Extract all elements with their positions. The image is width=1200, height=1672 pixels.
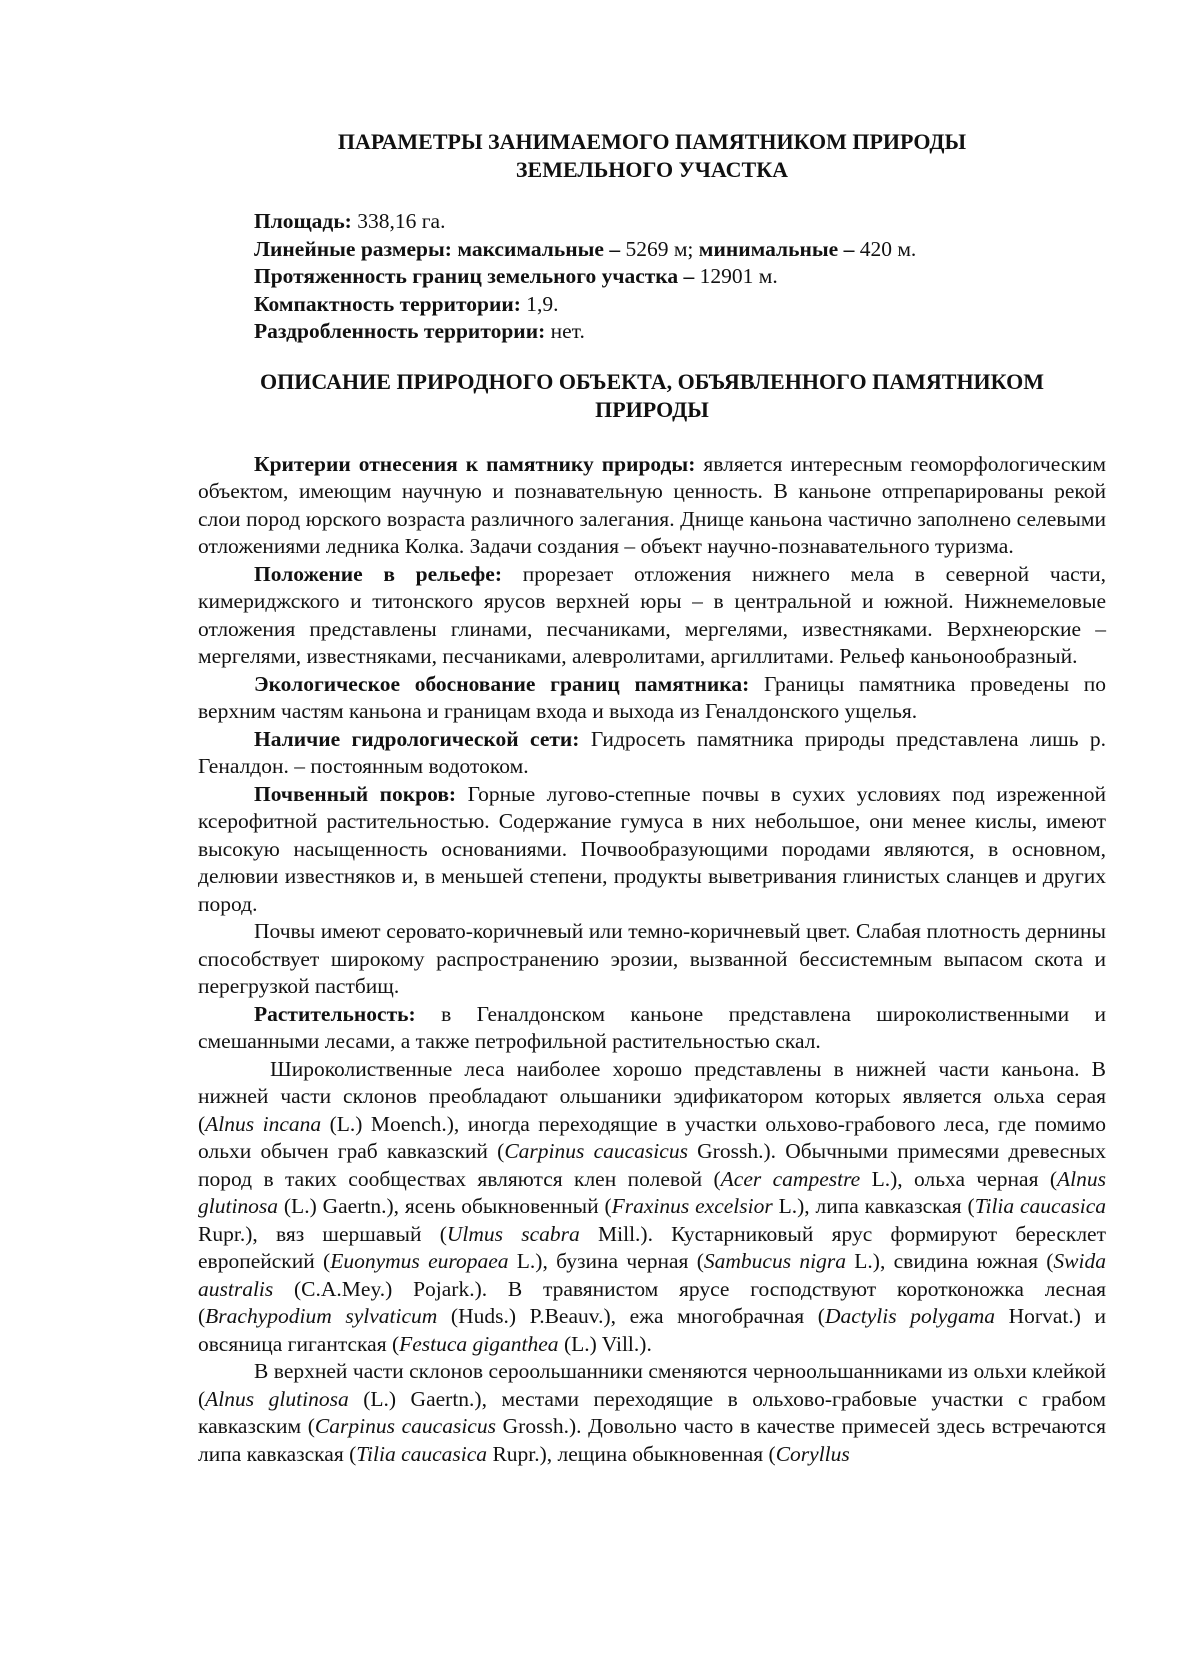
species-name: Acer campestre — [720, 1166, 861, 1191]
paragraph-label: Растительность: — [254, 1001, 416, 1026]
paragraph-label: Положение в рельефе: — [254, 561, 503, 586]
param-label: Компактность территории: — [254, 291, 521, 316]
paragraph-text: L.), свидина южная ( — [845, 1249, 1054, 1273]
paragraph-text: прорезает отложения нижнего мела в северной части, кимериджского и титонского ярусов верхней юры – в центральной и южной. Нижнемеловые отложения представлены глинами, песчаниками, мергелями, известняками. Верхнеюрские – мергелями, известняками, песчаниками, алевролитами, аргиллитами. Рельеф каньонообразный. — [198, 561, 1107, 668]
species-name: Dactylis polygama — [824, 1304, 996, 1328]
species-name: Carpinus caucasicus — [314, 1414, 496, 1438]
description-body — [198, 451, 1106, 1469]
param-boundary-length — [254, 263, 1106, 291]
paragraph-soil — [198, 781, 1106, 919]
species-name: Tilia caucasica — [356, 1441, 488, 1466]
param-fragmentation — [254, 318, 1106, 346]
param-value: 338,16 га. — [351, 209, 446, 233]
param-compactness — [254, 291, 1106, 319]
paragraph-text: Grossh.). Довольно часто в качестве примесей здесь встречаются липа кавказская ( — [198, 1414, 1106, 1466]
paragraph-text: Mill.). Кустарниковый ярус формируют бересклет европейский ( — [198, 1221, 1106, 1273]
species-name: Tilia caucasica — [974, 1194, 1106, 1218]
param-value: 12901 м. — [694, 264, 778, 288]
species-name: Alnus glutinosa — [198, 1166, 1106, 1218]
paragraph-text: Широколиственные леса наиболее хорошо представлены в нижней части каньона. В нижней части склонов преобладают ольшаники эдификатором которых является ольха серая ( — [198, 1056, 1106, 1136]
species-name: Brachypodium sylvaticum — [205, 1304, 438, 1328]
document-page — [198, 128, 1106, 1468]
paragraph-text: (L.) Vill.). — [558, 1331, 652, 1356]
param-value: 1,9. — [520, 291, 559, 316]
param-value: нет. — [545, 319, 585, 343]
paragraph-upper-slopes — [198, 1358, 1106, 1468]
paragraph-text: (L.) Gaertn.), местами переходящие в ольховo-грабовые участки с грабом кавказским ( — [198, 1386, 1106, 1438]
heading-line: ПАРАМЕТРЫ ЗАНИМАЕМОГО ПАМЯТНИКОМ ПРИРОДЫ — [337, 129, 967, 154]
section-heading-parameters — [198, 128, 1106, 184]
parameters-list — [254, 208, 1106, 346]
species-name: Festuca giganthea — [399, 1331, 559, 1356]
paragraph-text: (Huds.) P.Beauv.), ежа многобрачная ( — [437, 1304, 825, 1328]
paragraph-label: Критерии отнесения к памятнику природы: — [254, 451, 696, 476]
heading-line: ОПИСАНИЕ ПРИРОДНОГО ОБЪЕКТА, ОБЪЯВЛЕННОГО ПАМЯТНИКОМ — [260, 368, 1044, 394]
paragraph-text: Почвы имеют серовато-коричневый или темно-коричневый цвет. Слабая плотность дернины способствует широкому распространению эрозии, вызванной бессистемным выпасом скота и перегрузкой пастбищ. — [198, 919, 1106, 998]
species-name: Alnus glutinosa — [205, 1386, 349, 1411]
paragraph-text: Rupr.), лещина обыкновенная ( — [487, 1441, 776, 1466]
paragraph-relief — [198, 561, 1106, 671]
species-name: Alnus incana — [205, 1111, 322, 1136]
paragraph-text: L.), бузина черная ( — [508, 1249, 704, 1273]
species-name: Carpinus caucasicus — [504, 1139, 688, 1163]
paragraph-text: Горные лугово-степные почвы в сухих условиях под изреженной ксерофитной растительностью. Содержание гумуса в них небольшое, они менее кислы, имеют высокую насыщенность основаниями. Почвообразующими породами являются, в основном, делювии известняков и, в меньшей степени, продукты выветривания глинистых сланцев и других пород. — [198, 781, 1106, 916]
paragraph-hydrology — [198, 726, 1106, 781]
paragraph-text: (L.) Moench.), иногда переходящие в участки ольхово-грабового леса, где помимо ольхи обычен граб кавказский ( — [198, 1111, 1106, 1163]
species-name: Ulmus scabra — [446, 1221, 580, 1246]
paragraph-text: L.), ольха черная ( — [860, 1166, 1058, 1191]
paragraph-text: Rupr.), вяз шершавый ( — [198, 1221, 447, 1246]
paragraph-text: (C.A.Mey.) Pojark.). В травянистом ярусе господствуют коротконожка лесная ( — [198, 1276, 1106, 1328]
paragraph-text: L.), липа кавказская ( — [772, 1194, 975, 1218]
param-label: Протяженность границ земельного участка – — [254, 264, 695, 288]
param-label: Линейные размеры: максимальные – — [254, 236, 621, 261]
paragraph-text: в Геналдонском каньоне представлена широколиственными и смешанными лесами, а также петрофильной растительностью скал. — [198, 1001, 1106, 1053]
param-area — [254, 208, 1106, 236]
paragraph-text: В верхней части склонов сероольшанники сменяются черноольшанниками из ольхи клейкой ( — [198, 1359, 1106, 1411]
species-name: Fraxinus excelsior — [611, 1194, 773, 1218]
paragraph-soil-color — [198, 918, 1106, 1001]
paragraph-text: является интересным геоморфологическим объектом, имеющим научную и познавательную ценность. В каньоне отпрепарированы рекой слои пород юрского возраста различного залегания. Днище каньона частично заполнено селевыми отложениями ледника Колка. Задачи создания – объект научно-познавательного туризма. — [198, 451, 1106, 558]
species-name: Sambucus nigra — [703, 1249, 846, 1273]
param-label: минимальные – — [698, 236, 855, 261]
species-name: Euonymus europaea — [330, 1249, 509, 1273]
param-value: 420 м. — [854, 236, 917, 261]
species-name: Coryllus — [775, 1441, 850, 1466]
param-label: Раздробленность территории: — [254, 319, 546, 343]
paragraph-ecological-boundaries — [198, 671, 1106, 726]
param-label: Площадь: — [254, 209, 352, 233]
species-name: Swida australis — [198, 1249, 1106, 1301]
paragraph-text: Horvat.) и овсяница гигантская ( — [198, 1304, 1106, 1356]
paragraph-text: Гидросеть памятника природы представлена лишь р. Геналдон. – постоянным водотоком. — [198, 726, 1106, 778]
heading-line: ПРИРОДЫ — [595, 396, 709, 422]
param-linear-size — [254, 236, 1106, 264]
param-value: 5269 м; — [620, 236, 699, 261]
paragraph-label: Наличие гидрологической сети: — [254, 726, 580, 751]
paragraph-label: Экологическое обоснование границ памятника: — [254, 671, 750, 696]
heading-line: ЗЕМЕЛЬНОГО УЧАСТКА — [515, 157, 789, 182]
paragraph-criteria — [198, 451, 1106, 561]
paragraph-broadleaf-forests — [198, 1056, 1106, 1359]
paragraph-vegetation — [198, 1001, 1106, 1056]
section-heading-description — [198, 368, 1106, 424]
paragraph-text: Границы памятника проведены по верхним частям каньона и границам входа и выхода из Геналдонского ущелья. — [198, 671, 1106, 723]
paragraph-text: (L.) Gaertn.), ясень обыкновенный ( — [278, 1194, 612, 1218]
paragraph-label: Почвенный покров: — [254, 781, 457, 806]
paragraph-text: Grossh.). Обычными примесями древесных пород в таких сообществах являются клен полевой ( — [198, 1139, 1107, 1191]
